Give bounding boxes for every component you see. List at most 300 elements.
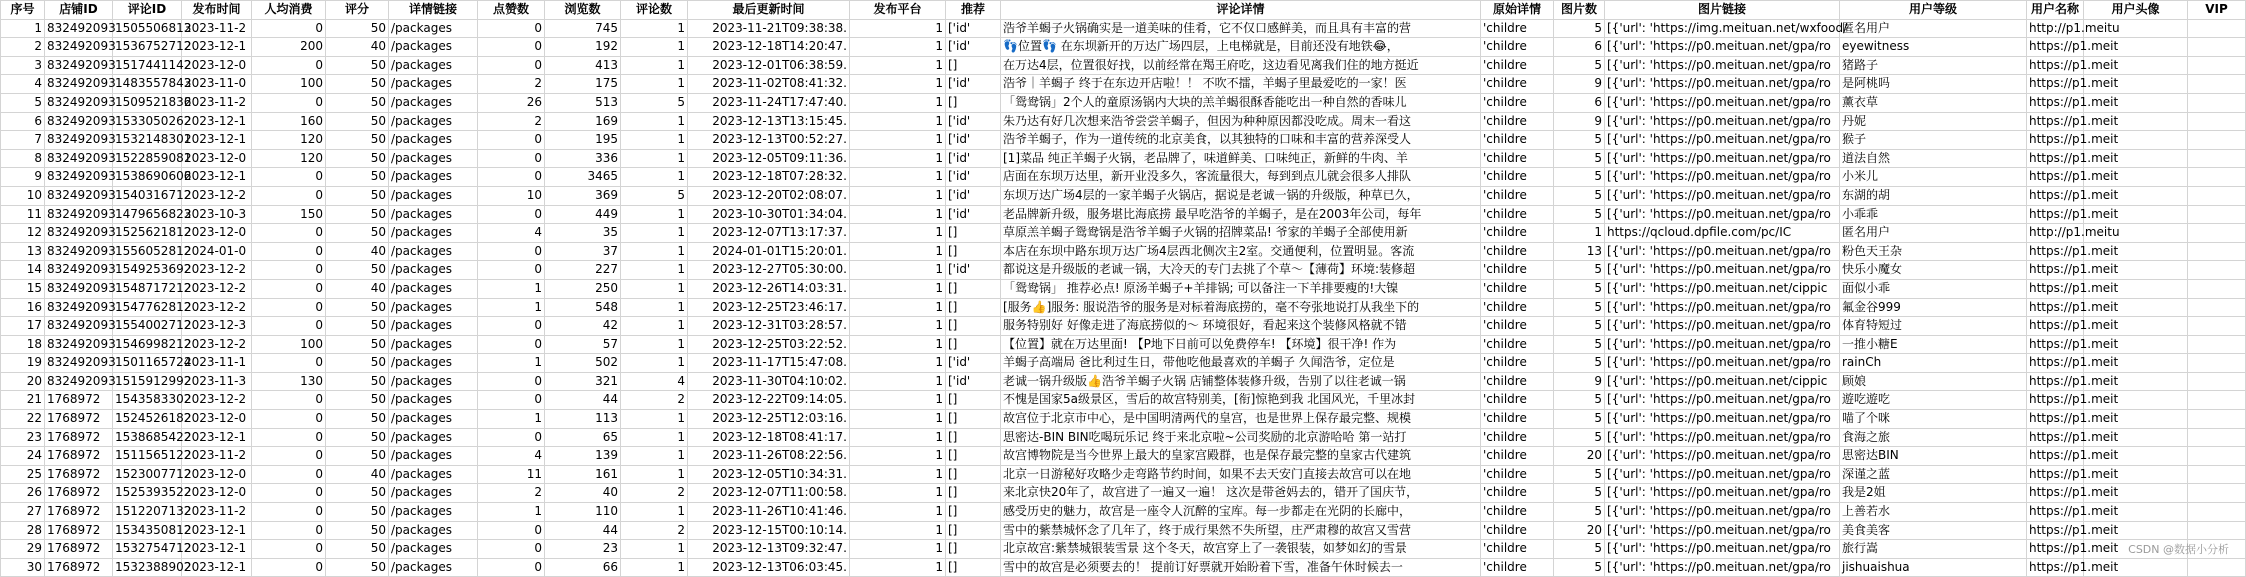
table-cell[interactable]: 1	[478, 298, 545, 317]
table-cell[interactable]: 'childre	[1481, 521, 1554, 540]
table-cell[interactable]: 「鸳鸯锅」2个人的童原汤锅内大块的羔羊蝎很酥香能吃出一种自然的香味儿	[1001, 93, 1481, 112]
table-cell[interactable]: 2023-12-0	[182, 465, 252, 484]
table-cell[interactable]: https://p1.meit	[2027, 410, 2084, 429]
table-cell[interactable]: 5	[1554, 558, 1605, 577]
table-cell[interactable]: 0	[252, 354, 326, 373]
column-header[interactable]: 详情链接	[389, 1, 478, 20]
table-cell[interactable]: 50	[326, 112, 389, 131]
table-cell[interactable]: 832492093	[45, 279, 113, 298]
table-cell[interactable]: 1554002712	[113, 317, 182, 336]
table-cell[interactable]: 1768972	[45, 484, 113, 503]
table-cell[interactable]: https://p1.meit	[2027, 428, 2084, 447]
table-cell[interactable]: 5	[1554, 335, 1605, 354]
table-cell[interactable]: 「鸳鸯锅」 推荐必点! 原汤羊蝎子+羊排锅; 可以备注一下羊排要瘦的!大镍	[1001, 279, 1481, 298]
table-cell[interactable]: 0	[478, 19, 545, 38]
column-header[interactable]: 原始详情	[1481, 1, 1554, 20]
table-cell[interactable]: 0	[252, 428, 326, 447]
table-cell[interactable]: 2023-12-2	[182, 279, 252, 298]
table-cell[interactable]: []	[946, 484, 1001, 503]
table-cell[interactable]: 1546998212	[113, 335, 182, 354]
table-cell[interactable]: 2023-12-25T12:03:16.	[688, 410, 850, 429]
table-cell[interactable]: 2023-12-3	[182, 317, 252, 336]
table-cell[interactable]: https://p1.meit	[2027, 149, 2084, 168]
table-cell[interactable]: 1	[850, 112, 946, 131]
table-cell[interactable]	[2188, 372, 2246, 391]
table-cell[interactable]: 2023-12-07T13:17:37.	[688, 224, 850, 243]
table-cell[interactable]: []	[946, 428, 1001, 447]
table-cell[interactable]: 832492093	[45, 131, 113, 150]
table-cell[interactable]: 0	[478, 335, 545, 354]
table-cell[interactable]: 'childre	[1481, 131, 1554, 150]
table-cell[interactable]: /packages	[389, 75, 478, 94]
table-cell[interactable]	[2188, 131, 2246, 150]
table-cell[interactable]: 2023-11-26T08:22:56.	[688, 447, 850, 466]
table-cell[interactable]: 1501165724	[113, 354, 182, 373]
table-cell[interactable]: 2023-12-13T00:52:27.	[688, 131, 850, 150]
table-cell[interactable]: 一推小糖E	[1840, 335, 2027, 354]
table-cell[interactable]: 1	[621, 56, 688, 75]
table-cell[interactable]: 1	[621, 131, 688, 150]
table-cell[interactable]: https://p1.meit	[2027, 484, 2084, 503]
table-cell[interactable]: 1	[850, 298, 946, 317]
table-cell[interactable]: 832492093	[45, 372, 113, 391]
table-cell[interactable]: 9	[1554, 372, 1605, 391]
table-cell[interactable]: 23	[1, 428, 45, 447]
table-cell[interactable]: 1549253692	[113, 261, 182, 280]
table-cell[interactable]: 薰衣草	[1840, 93, 2027, 112]
table-cell[interactable]: 羊蝎子高端局 爸比利过生日，带他吃他最喜欢的羊蝎子 久闻浩爷，定位是	[1001, 354, 1481, 373]
table-cell[interactable]: 5	[621, 186, 688, 205]
table-cell[interactable]: 👣位置👣 在东坝新开的万达广场四层，上电梯就是，目前还没有地铁😂，	[1001, 38, 1481, 57]
table-cell[interactable]: 28	[1, 521, 45, 540]
table-cell[interactable]: /packages	[389, 447, 478, 466]
table-cell[interactable]: 2023-12-0	[182, 410, 252, 429]
table-cell[interactable]: [{'url': 'https://p0.meituan.net/gpa/ro	[1605, 447, 1840, 466]
column-header[interactable]: 用户头像	[2084, 1, 2188, 20]
table-cell[interactable]: 1	[850, 75, 946, 94]
table-cell[interactable]: 200	[252, 38, 326, 57]
table-cell[interactable]: 小米儿	[1840, 168, 2027, 187]
table-cell[interactable]: 1768972	[45, 447, 113, 466]
table-cell[interactable]	[2188, 112, 2246, 131]
table-cell[interactable]: 44	[545, 391, 621, 410]
table-cell[interactable]: 2023-12-2	[182, 298, 252, 317]
table-cell[interactable]: 35	[545, 224, 621, 243]
column-header[interactable]: 人均消费	[252, 1, 326, 20]
table-cell[interactable]: 7	[1, 131, 45, 150]
table-cell[interactable]: 1768972	[45, 428, 113, 447]
table-cell[interactable]: 40	[545, 484, 621, 503]
column-header[interactable]: 最后更新时间	[688, 1, 850, 20]
table-cell[interactable]: 感受历史的魅力，故宫是一座令人沉醉的宝库。每一步都走在光阴的长廊中，	[1001, 503, 1481, 522]
table-cell[interactable]	[2188, 521, 2246, 540]
table-cell[interactable]: ['id'	[946, 75, 1001, 94]
table-cell[interactable]: 喵了个咪	[1840, 410, 2027, 429]
column-header[interactable]: 推荐	[946, 1, 1001, 20]
table-cell[interactable]: /packages	[389, 93, 478, 112]
table-cell[interactable]: [{'url': 'https://p0.meituan.net/gpa/ro	[1605, 56, 1840, 75]
table-cell[interactable]: 'childre	[1481, 447, 1554, 466]
table-cell[interactable]: 0	[252, 242, 326, 261]
table-cell[interactable]: [{'url': 'https://p0.meituan.net/gpa/ro	[1605, 335, 1840, 354]
table-cell[interactable]	[2188, 205, 2246, 224]
table-cell[interactable]: 40	[326, 38, 389, 57]
table-cell[interactable]: 0	[252, 19, 326, 38]
table-cell[interactable]: 2023-12-1	[182, 521, 252, 540]
table-cell[interactable]: 故宫位于北京市中心，是中国明清两代的皇宫，也是世界上保存最完整、规模	[1001, 410, 1481, 429]
table-cell[interactable]: 1	[850, 521, 946, 540]
table-cell[interactable]: 2023-12-15T00:10:14.	[688, 521, 850, 540]
table-cell[interactable]: https://p1.meit	[2027, 261, 2084, 280]
table-cell[interactable]: 2023-11-21T09:38:38.	[688, 19, 850, 38]
table-cell[interactable]: 0	[252, 279, 326, 298]
table-cell[interactable]: 1768972	[45, 391, 113, 410]
table-cell[interactable]: 1	[478, 279, 545, 298]
table-cell[interactable]: /packages	[389, 335, 478, 354]
table-cell[interactable]: 2023-12-13T06:03:45.	[688, 558, 850, 577]
table-cell[interactable]: 都说这是升级版的老诚一锅，大冷天的专门去挑了个草～【薄荷】环境:装修超	[1001, 261, 1481, 280]
table-cell[interactable]: [{'url': 'https://p0.meituan.net/gpa/ro	[1605, 75, 1840, 94]
table-cell[interactable]: 1	[621, 205, 688, 224]
table-cell[interactable]: 来北京快20年了，故宫进了一遍又一遍！ 这次是带爸妈去的，错开了国庆节，	[1001, 484, 1481, 503]
table-cell[interactable]	[2188, 19, 2246, 38]
table-cell[interactable]: 朱乃达有好几次想来浩爷尝尝羊蝎子，但因为种种原因都没吃成。周末一看这	[1001, 112, 1481, 131]
table-cell[interactable]: 1	[621, 503, 688, 522]
table-cell[interactable]: 5	[1554, 391, 1605, 410]
table-cell[interactable]: 2023-12-0	[182, 224, 252, 243]
table-cell[interactable]: []	[946, 335, 1001, 354]
table-cell[interactable]: 道法自然	[1840, 149, 2027, 168]
table-cell[interactable]: 上善若水	[1840, 503, 2027, 522]
table-cell[interactable]: 'childre	[1481, 503, 1554, 522]
table-cell[interactable]: /packages	[389, 503, 478, 522]
table-cell[interactable]: 50	[326, 75, 389, 94]
table-cell[interactable]: https://p1.meit	[2027, 56, 2084, 75]
table-cell[interactable]: 40	[326, 242, 389, 261]
table-cell[interactable]: 2023-12-22T09:14:05.	[688, 391, 850, 410]
table-cell[interactable]: 旅行嵩	[1840, 540, 2027, 559]
table-cell[interactable]: 1	[621, 38, 688, 57]
table-cell[interactable]: []	[946, 93, 1001, 112]
column-header[interactable]: 发布平台	[850, 1, 946, 20]
table-cell[interactable]: http://p1.meitu	[2027, 19, 2084, 38]
table-cell[interactable]: 6	[1554, 38, 1605, 57]
table-cell[interactable]: 1	[621, 242, 688, 261]
table-cell[interactable]: /packages	[389, 298, 478, 317]
table-cell[interactable]: 1	[621, 465, 688, 484]
table-cell[interactable]: 【位置】就在万达里面! 【P地下日前可以免费停车! 【环境】很干净! 作为	[1001, 335, 1481, 354]
table-cell[interactable]: 2023-12-25T23:46:17.	[688, 298, 850, 317]
table-cell[interactable]: 120	[252, 131, 326, 150]
table-cell[interactable]: 2023-12-31T03:28:57.	[688, 317, 850, 336]
table-cell[interactable]: 草原羔羊蝎子鸳鸯锅是浩爷羊蝎子火锅的招牌菜品! 爷家的羊蝎子全部使用新	[1001, 224, 1481, 243]
table-cell[interactable]: 1	[850, 410, 946, 429]
table-cell[interactable]: [服务👍]服务: 服说浩爷的服务是对标着海底捞的，毫不夸张地说打从我坐下的	[1001, 298, 1481, 317]
table-cell[interactable]: 1534350812	[113, 521, 182, 540]
table-cell[interactable]: 50	[326, 540, 389, 559]
table-cell[interactable]: 1	[621, 261, 688, 280]
column-header[interactable]: 评论ID	[113, 1, 182, 20]
table-cell[interactable]: 321	[545, 372, 621, 391]
table-cell[interactable]: 1532388902	[113, 558, 182, 577]
table-cell[interactable]: [{'url': 'https://p0.meituan.net/cippic	[1605, 372, 1840, 391]
table-cell[interactable]: 832492093	[45, 93, 113, 112]
table-cell[interactable]: /packages	[389, 112, 478, 131]
table-cell[interactable]: 1540316712	[113, 186, 182, 205]
table-cell[interactable]: /packages	[389, 279, 478, 298]
table-cell[interactable]: [{'url': 'https://p0.meituan.net/gpa/ro	[1605, 131, 1840, 150]
table-cell[interactable]: 5	[1554, 354, 1605, 373]
table-cell[interactable]: 1	[850, 558, 946, 577]
table-cell[interactable]: 832492093	[45, 261, 113, 280]
table-cell[interactable]: 1	[850, 354, 946, 373]
table-cell[interactable]: 548	[545, 298, 621, 317]
table-cell[interactable]: 2023-11-2	[182, 19, 252, 38]
table-cell[interactable]: /packages	[389, 540, 478, 559]
table-cell[interactable]: /packages	[389, 317, 478, 336]
table-cell[interactable]: 2	[1, 38, 45, 57]
table-cell[interactable]: 832492093	[45, 224, 113, 243]
table-cell[interactable]: 1	[621, 112, 688, 131]
table-cell[interactable]: https://p1.meit	[2027, 317, 2084, 336]
table-cell[interactable]: 1524526182	[113, 410, 182, 429]
table-cell[interactable]: 1768972	[45, 503, 113, 522]
table-cell[interactable]: 粉色天王杂	[1840, 242, 2027, 261]
table-cell[interactable]: 5	[1554, 149, 1605, 168]
table-cell[interactable]: [{'url': 'https://p0.meituan.net/gpa/ro	[1605, 503, 1840, 522]
table-cell[interactable]: 1522859081	[113, 149, 182, 168]
table-cell[interactable]: 体育特短过	[1840, 317, 2027, 336]
table-cell[interactable]: []	[946, 521, 1001, 540]
table-cell[interactable]: 29	[1, 540, 45, 559]
table-cell[interactable]: 5	[1554, 19, 1605, 38]
table-cell[interactable]: 50	[326, 168, 389, 187]
table-cell[interactable]: 832492093	[45, 19, 113, 38]
table-cell[interactable]: 2023-11-2	[182, 447, 252, 466]
table-cell[interactable]: 20	[1554, 521, 1605, 540]
table-cell[interactable]: https://p1.meit	[2027, 186, 2084, 205]
table-cell[interactable]: 5	[1554, 540, 1605, 559]
column-header[interactable]: 用户等级	[1840, 1, 2027, 20]
table-cell[interactable]: 50	[326, 56, 389, 75]
table-cell[interactable]: 遊吃遊吃	[1840, 391, 2027, 410]
table-cell[interactable]: 9	[1554, 112, 1605, 131]
table-cell[interactable]: 2023-12-2	[182, 391, 252, 410]
table-cell[interactable]: /packages	[389, 391, 478, 410]
table-cell[interactable]: 175	[545, 75, 621, 94]
table-cell[interactable]: 0	[252, 465, 326, 484]
table-cell[interactable]: 1	[850, 168, 946, 187]
table-cell[interactable]	[2188, 484, 2246, 503]
table-cell[interactable]: 2023-11-2	[182, 503, 252, 522]
table-cell[interactable]: 0	[252, 484, 326, 503]
table-cell[interactable]: 深谨之蓝	[1840, 465, 2027, 484]
table-cell[interactable]: 2023-12-27T05:30:00.	[688, 261, 850, 280]
table-cell[interactable]: 1	[850, 19, 946, 38]
table-cell[interactable]: 2023-11-02T08:41:32.	[688, 75, 850, 94]
table-cell[interactable]: 1	[478, 410, 545, 429]
table-cell[interactable]: 'childre	[1481, 56, 1554, 75]
table-cell[interactable]: /packages	[389, 465, 478, 484]
table-cell[interactable]: 雪中的故宫是必须要去的！ 提前订好票就开始盼着下雪，准备午休时候去一	[1001, 558, 1481, 577]
table-cell[interactable]: 2023-12-26T14:03:31.	[688, 279, 850, 298]
table-cell[interactable]: 20	[1554, 447, 1605, 466]
table-cell[interactable]: https://qcloud.dpfile.com/pc/IC	[1605, 224, 1840, 243]
table-cell[interactable]: https://p1.meit	[2027, 298, 2084, 317]
table-cell[interactable]: 老诚一锅升级版👍浩爷羊蝎子火锅 店铺整体装修升级，告别了以往老诚一锅	[1001, 372, 1481, 391]
table-cell[interactable]: 1505506813	[113, 19, 182, 38]
table-cell[interactable]: 1533050262	[113, 112, 182, 131]
table-cell[interactable]: 2023-12-1	[182, 428, 252, 447]
table-cell[interactable]: 2	[621, 484, 688, 503]
table-cell[interactable]	[2188, 168, 2246, 187]
table-cell[interactable]: []	[946, 279, 1001, 298]
table-cell[interactable]: ['id'	[946, 19, 1001, 38]
table-cell[interactable]: 'childre	[1481, 335, 1554, 354]
table-cell[interactable]: 832492093	[45, 75, 113, 94]
table-cell[interactable]: 'childre	[1481, 224, 1554, 243]
table-cell[interactable]: 浩爷｜羊蝎子 终于在东边开店啦！！ 不吹不擂，羊蝎子里最爱吃的一家！医	[1001, 75, 1481, 94]
table-cell[interactable]: 2023-11-26T10:41:46.	[688, 503, 850, 522]
table-cell[interactable]: [{'url': 'https://p0.meituan.net/gpa/ro	[1605, 168, 1840, 187]
table-cell[interactable]: 1	[621, 354, 688, 373]
table-cell[interactable]: /packages	[389, 205, 478, 224]
table-cell[interactable]: 服务特别好 好像走进了海底捞似的～ 环境很好，看起来这个装修风格就不错	[1001, 317, 1481, 336]
table-cell[interactable]: 20	[1, 372, 45, 391]
table-cell[interactable]: []	[946, 317, 1001, 336]
table-cell[interactable]: 27	[1, 503, 45, 522]
table-cell[interactable]: 5	[1554, 168, 1605, 187]
table-cell[interactable]: 1523007712	[113, 465, 182, 484]
table-cell[interactable]: []	[946, 242, 1001, 261]
table-cell[interactable]: 8	[1, 149, 45, 168]
table-cell[interactable]: 0	[252, 224, 326, 243]
table-cell[interactable]: 1	[850, 261, 946, 280]
table-cell[interactable]: /packages	[389, 428, 478, 447]
table-cell[interactable]: 2023-12-18T14:20:47.	[688, 38, 850, 57]
table-cell[interactable]: ['id'	[946, 149, 1001, 168]
table-cell[interactable]: []	[946, 558, 1001, 577]
table-cell[interactable]: 832492093	[45, 112, 113, 131]
table-cell[interactable]: 11	[1, 205, 45, 224]
table-cell[interactable]: 1	[850, 465, 946, 484]
table-cell[interactable]	[2188, 93, 2246, 112]
table-cell[interactable]: 5	[1554, 279, 1605, 298]
table-cell[interactable]: 'childre	[1481, 558, 1554, 577]
table-cell[interactable]: https://p1.meit	[2027, 558, 2084, 577]
table-cell[interactable]: [{'url': 'https://p0.meituan.net/gpa/ro	[1605, 391, 1840, 410]
table-cell[interactable]: []	[946, 503, 1001, 522]
table-cell[interactable]: 50	[326, 354, 389, 373]
table-cell[interactable]: 美食美客	[1840, 521, 2027, 540]
table-cell[interactable]: 1525621812	[113, 224, 182, 243]
table-cell[interactable]: 东湖的胡	[1840, 186, 2027, 205]
table-cell[interactable]: 4	[478, 447, 545, 466]
table-cell[interactable]: 'childre	[1481, 372, 1554, 391]
table-cell[interactable]: 顾娘	[1840, 372, 2027, 391]
table-cell[interactable]: 店面在东坝万达里，新开业没多久，客流量很大，每到到点儿就会很多人排队	[1001, 168, 1481, 187]
table-cell[interactable]: ['id'	[946, 38, 1001, 57]
table-cell[interactable]: 2023-10-30T01:34:04.	[688, 205, 850, 224]
table-cell[interactable]: 0	[478, 372, 545, 391]
table-cell[interactable]: 50	[326, 131, 389, 150]
table-cell[interactable]: 我是2姐	[1840, 484, 2027, 503]
table-cell[interactable]: ['id'	[946, 372, 1001, 391]
table-cell[interactable]: /packages	[389, 224, 478, 243]
table-cell[interactable]: [{'url': 'https://p0.meituan.net/gpa/ro	[1605, 242, 1840, 261]
table-cell[interactable]: 832492093	[45, 205, 113, 224]
table-cell[interactable]: /packages	[389, 261, 478, 280]
table-cell[interactable]: 50	[326, 521, 389, 540]
table-cell[interactable]: 0	[252, 503, 326, 522]
table-cell[interactable]: 1	[1554, 224, 1605, 243]
table-cell[interactable]: 10	[478, 186, 545, 205]
table-cell[interactable]: 1	[621, 317, 688, 336]
table-cell[interactable]: 老品牌新升级，服务堪比海底捞 最早吃浩爷的羊蝎子，是在2003年公司，每年	[1001, 205, 1481, 224]
table-cell[interactable]: 336	[545, 149, 621, 168]
table-cell[interactable]: 1	[850, 131, 946, 150]
table-cell[interactable]: 2023-12-1	[182, 168, 252, 187]
table-cell[interactable]: 'childre	[1481, 540, 1554, 559]
table-cell[interactable]: 2023-12-05T09:11:36.	[688, 149, 850, 168]
table-cell[interactable]: 'childre	[1481, 261, 1554, 280]
table-cell[interactable]: 1532148301	[113, 131, 182, 150]
table-cell[interactable]: 1768972	[45, 521, 113, 540]
table-cell[interactable]: 0	[478, 428, 545, 447]
table-cell[interactable]: 2023-11-1	[182, 354, 252, 373]
table-cell[interactable]: /packages	[389, 149, 478, 168]
table-cell[interactable]: 东坝万达广场4层的一家羊蝎子火锅店，据说是老诚一锅的升级版，种草已久，	[1001, 186, 1481, 205]
table-cell[interactable]: 1	[621, 428, 688, 447]
table-cell[interactable]: 18	[1, 335, 45, 354]
table-cell[interactable]: 0	[252, 410, 326, 429]
table-cell[interactable]	[2188, 354, 2246, 373]
table-cell[interactable]: 502	[545, 354, 621, 373]
table-cell[interactable]: 2023-12-18T08:41:17.	[688, 428, 850, 447]
column-header[interactable]: VIP	[2188, 1, 2246, 20]
table-cell[interactable]: [{'url': 'https://p0.meituan.net/gpa/ro	[1605, 298, 1840, 317]
table-cell[interactable]: [{'url': 'https://p0.meituan.net/gpa/ro	[1605, 465, 1840, 484]
table-cell[interactable]: 'childre	[1481, 279, 1554, 298]
table-cell[interactable]: https://p1.meit	[2027, 335, 2084, 354]
table-cell[interactable]: 0	[478, 149, 545, 168]
table-cell[interactable]: /packages	[389, 186, 478, 205]
table-cell[interactable]: 50	[326, 447, 389, 466]
table-cell[interactable]: ['id'	[946, 168, 1001, 187]
table-cell[interactable]: 832492093	[45, 242, 113, 261]
table-cell[interactable]: 0	[252, 56, 326, 75]
table-cell[interactable]: 1	[850, 335, 946, 354]
table-cell[interactable]: 2023-12-2	[182, 335, 252, 354]
table-cell[interactable]: [{'url': 'https://p0.meituan.net/gpa/ro	[1605, 484, 1840, 503]
table-cell[interactable]: 2	[478, 112, 545, 131]
table-cell[interactable]: [1]菜品 纯正羊蝎子火锅，老品牌了，味道鲜美、口味纯正，新鲜的牛肉、羊	[1001, 149, 1481, 168]
table-cell[interactable]: 1	[478, 503, 545, 522]
table-cell[interactable]: 1	[621, 279, 688, 298]
table-cell[interactable]: 2023-12-20T02:08:07.	[688, 186, 850, 205]
table-cell[interactable]: 0	[478, 521, 545, 540]
table-cell[interactable]: 44	[545, 521, 621, 540]
table-cell[interactable]	[2188, 503, 2246, 522]
table-cell[interactable]: /packages	[389, 484, 478, 503]
table-cell[interactable]: 0	[478, 38, 545, 57]
table-cell[interactable]: [{'url': 'https://p0.meituan.net/gpa/ro	[1605, 558, 1840, 577]
table-cell[interactable]: []	[946, 56, 1001, 75]
table-cell[interactable]: 113	[545, 410, 621, 429]
table-cell[interactable]	[2188, 465, 2246, 484]
table-cell[interactable]: 'childre	[1481, 168, 1554, 187]
table-cell[interactable]: 0	[478, 205, 545, 224]
